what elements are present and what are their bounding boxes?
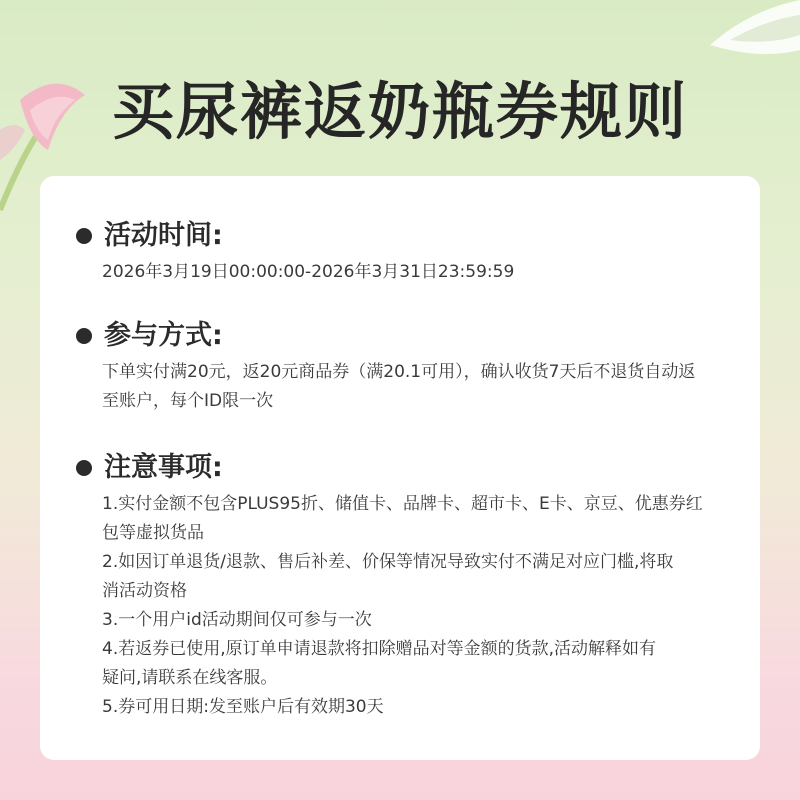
section-title: 活动时间: — [104, 220, 223, 251]
note-line: 1.实付金额不包含PLUS95折、储值卡、品牌卡、超市卡、E卡、京豆、优惠券红 — [102, 494, 703, 514]
note-line: 2.如因订单退货/退款、售后补差、价保等情况导致实付不满足对应门槛,将取 — [102, 552, 674, 572]
note-line: 疑问,请联系在线客服。 — [102, 668, 278, 688]
note-line: 包等虚拟货品 — [102, 523, 204, 543]
section-text-line: 至账户，每个ID限一次 — [102, 391, 274, 411]
section-participation — [40, 316, 760, 416]
section-text-line: 2026年3月19日00:00:00-2026年3月31日23:59:59 — [102, 262, 515, 282]
section-title: 注意事项: — [104, 452, 223, 483]
rules-card — [40, 176, 760, 760]
section-activity-time — [40, 216, 760, 287]
bullet-icon — [76, 460, 92, 476]
flower-decoration-right — [690, 0, 800, 70]
section-title: 参与方式: — [104, 320, 223, 351]
bullet-icon — [76, 228, 92, 244]
note-line: 3.一个用户id活动期间仅可参与一次 — [102, 610, 372, 630]
note-line: 5.券可用日期:发至账户后有效期30天 — [102, 697, 384, 717]
note-line: 消活动资格 — [102, 581, 187, 601]
page-title: 买尿裤返奶瓶券规则 — [111, 75, 688, 148]
note-line: 4.若返券已使用,原订单申请退款将扣除赠品对等金额的货款,活动解释如有 — [102, 639, 657, 659]
section-notes — [40, 448, 760, 722]
bullet-icon — [76, 328, 92, 344]
section-text-line: 下单实付满20元，返20元商品券（满20.1可用），确认收货7天后不退货自动返 — [102, 362, 696, 382]
